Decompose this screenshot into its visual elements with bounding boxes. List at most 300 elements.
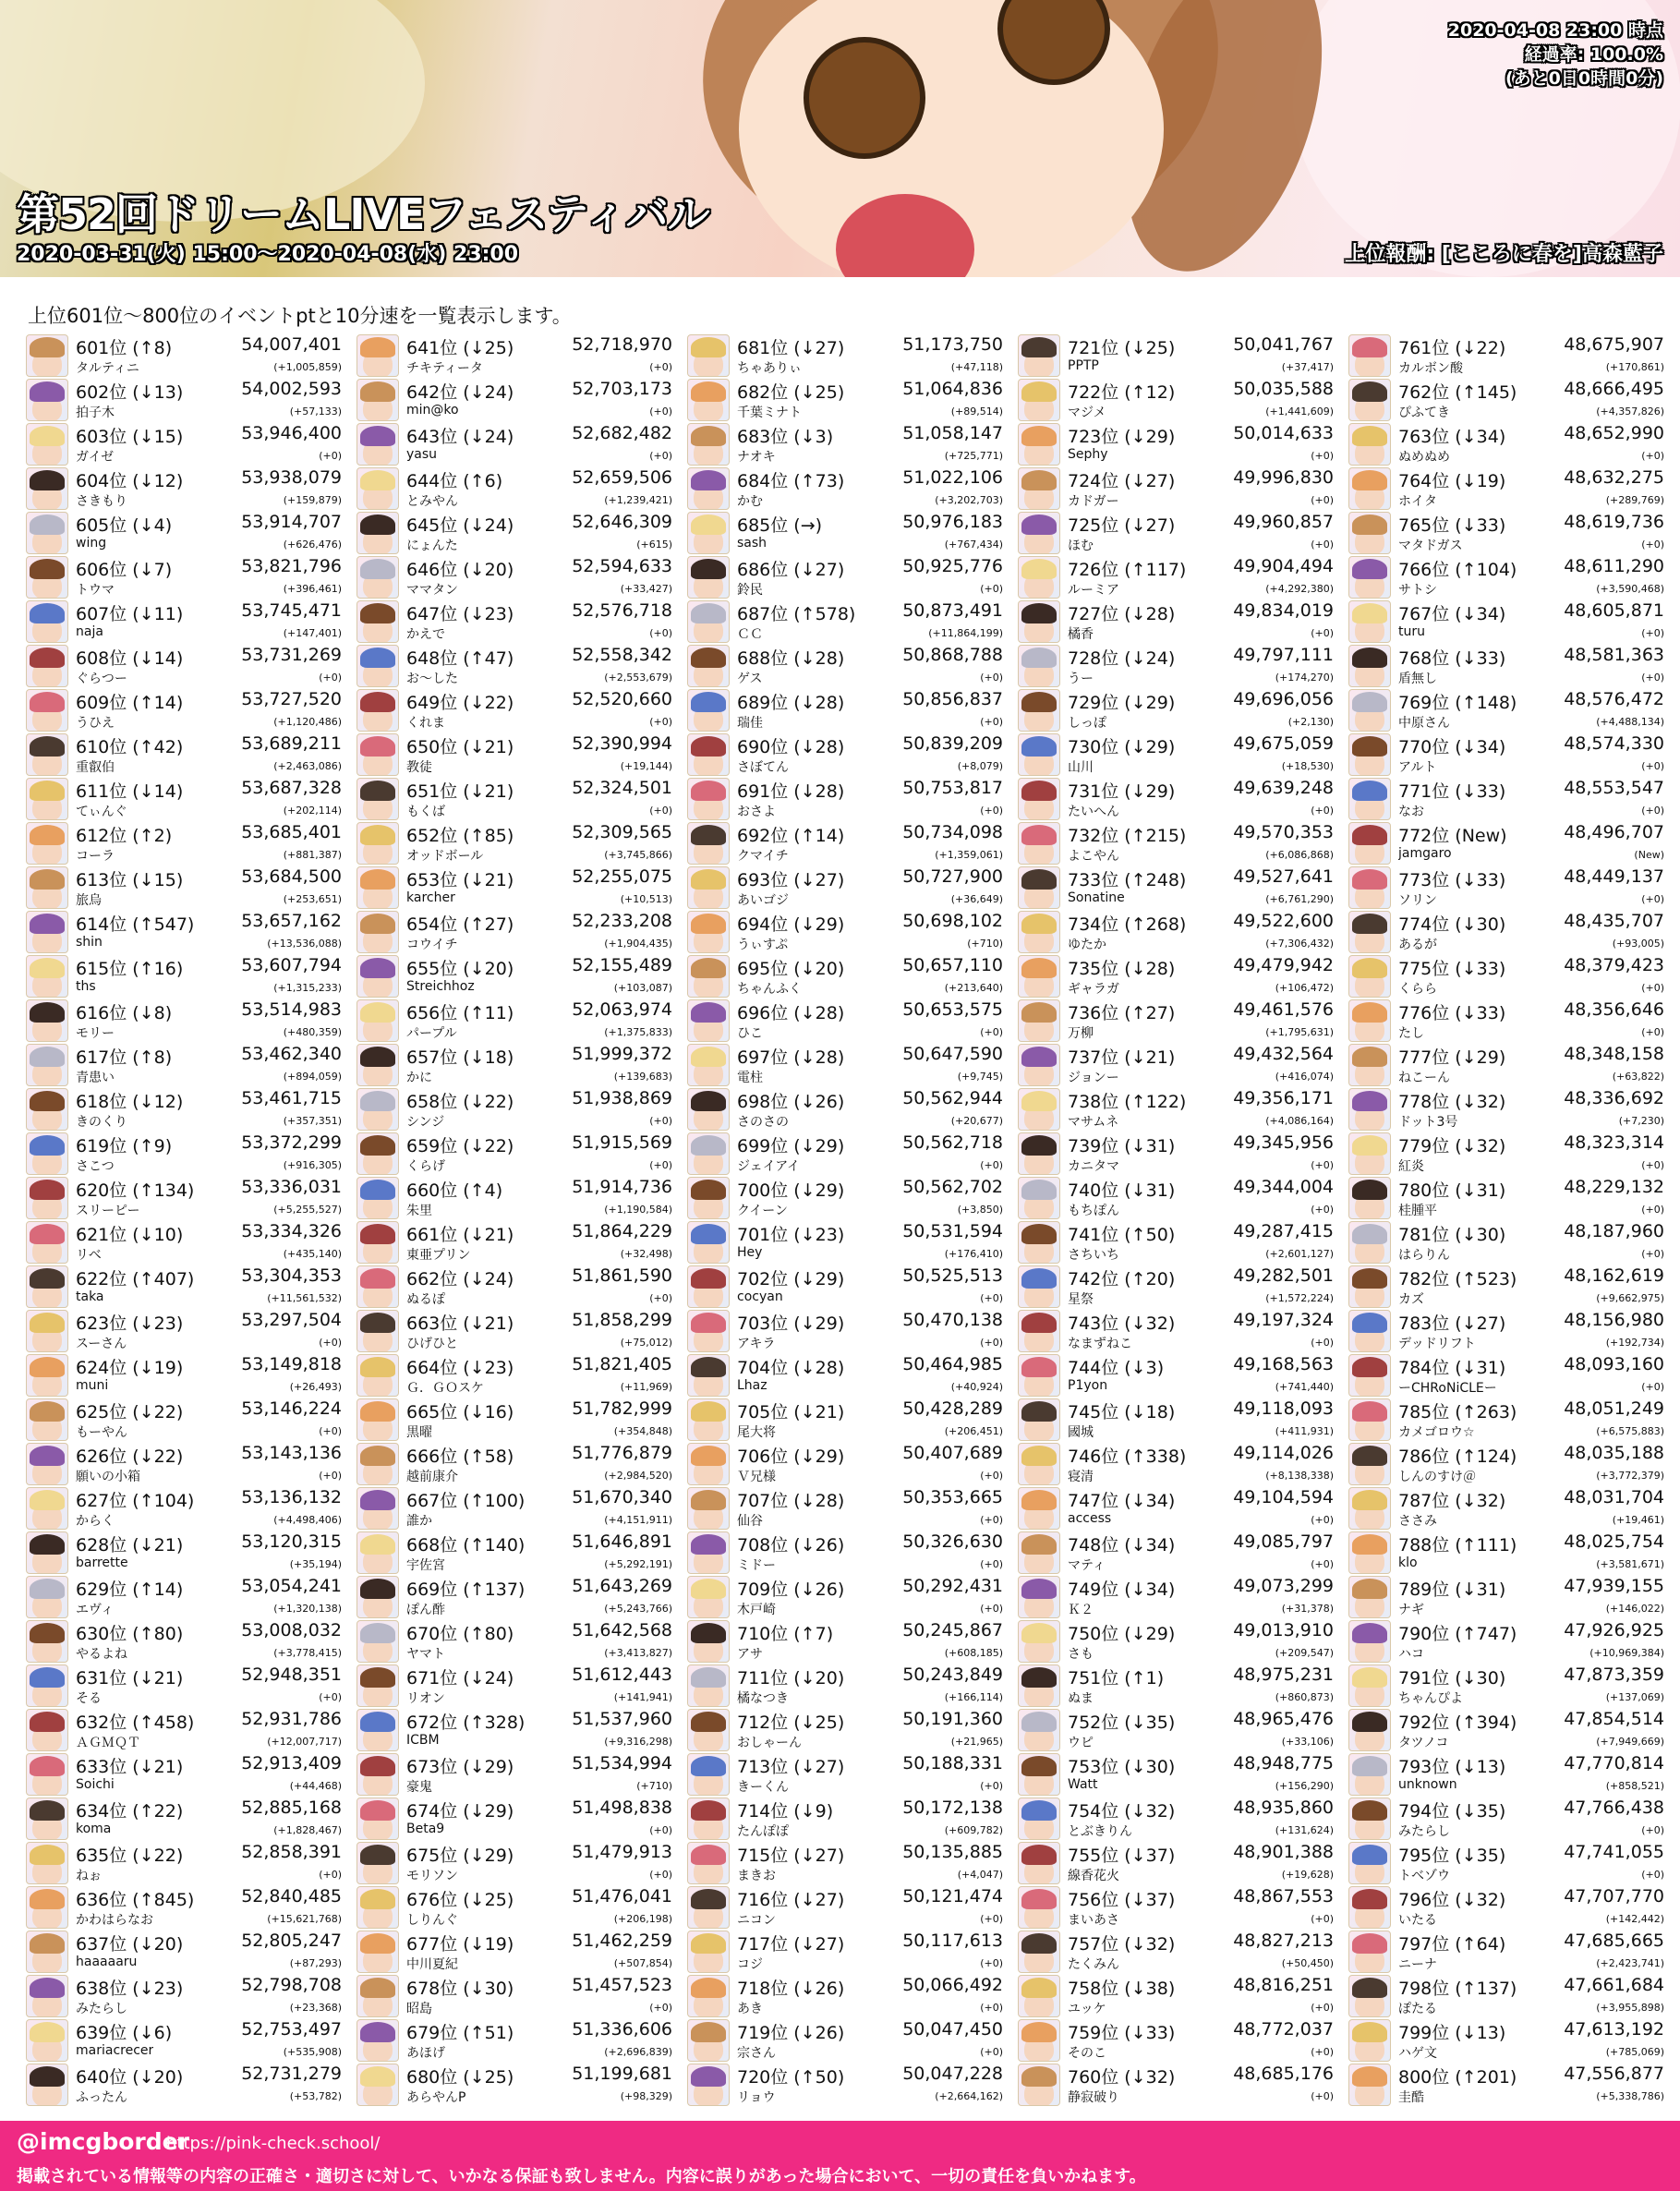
player-name: Ｖ兄様 (737, 1470, 776, 1484)
ten-min-delta: (+141,941) (613, 1691, 672, 1703)
ranking-entry (355, 1086, 676, 1131)
rank-label: 767位 (↓34) (1398, 604, 1506, 624)
ranking-entry (355, 909, 676, 953)
player-name: なお (1398, 805, 1424, 819)
rank-label: 634位 (↑22) (76, 1801, 184, 1822)
ranking-entry (685, 1219, 1007, 1264)
rank-label: 761位 (↓22) (1398, 338, 1506, 358)
avatar (1348, 645, 1391, 687)
rank-label: 770位 (↓34) (1398, 737, 1506, 757)
rank-label: 658位 (↓22) (406, 1092, 514, 1112)
ranking-grid (24, 333, 1677, 2108)
rank-label: 702位 (↓29) (737, 1269, 845, 1289)
ranking-entry (24, 2017, 345, 2062)
points-value: 51,199,681 (572, 2064, 672, 2084)
ranking-entry (24, 1175, 345, 1219)
ten-min-delta: (+5,255,527) (273, 1204, 342, 1216)
avatar (26, 1132, 68, 1175)
player-name: ねぉ (76, 1869, 102, 1883)
ten-min-delta: (+253,651) (283, 893, 342, 905)
avatar (357, 1842, 399, 1884)
player-name: 桂腫平 (1398, 1204, 1437, 1218)
points-value: 48,156,980 (1564, 1310, 1664, 1330)
ten-min-delta: (+0) (1641, 1381, 1664, 1393)
rank-label: 623位 (↓23) (76, 1313, 184, 1334)
ten-min-delta: (+19,628) (1281, 1869, 1334, 1881)
ten-min-delta: (+33,106) (1281, 1736, 1334, 1748)
points-value: 48,611,290 (1564, 556, 1664, 576)
points-value: 53,008,032 (241, 1620, 342, 1640)
avatar (1348, 1709, 1391, 1751)
ranking-entry (355, 1884, 676, 1929)
rank-label: 681位 (↓27) (737, 338, 845, 358)
rank-label: 729位 (↓29) (1068, 693, 1176, 713)
player-name: wing (76, 536, 107, 551)
avatar (687, 822, 730, 865)
rank-label: 778位 (↓32) (1398, 1092, 1506, 1112)
ten-min-delta: (+131,624) (1275, 1824, 1334, 1836)
rank-label: 739位 (↓31) (1068, 1136, 1176, 1156)
player-name: 万柳 (1068, 1026, 1094, 1041)
player-name: 宗さん (737, 2046, 776, 2061)
player-name: 紅炎 (1398, 1159, 1424, 1174)
player-name: ゆたか (1068, 938, 1106, 952)
rank-label: 788位 (↑111) (1398, 1535, 1517, 1555)
points-value: 49,114,026 (1233, 1443, 1334, 1463)
player-name: あき (737, 2002, 763, 2016)
avatar (1018, 512, 1060, 554)
player-name: まきお (737, 1869, 776, 1883)
avatar (687, 1487, 730, 1530)
player-name: jamgaro (1398, 846, 1452, 861)
points-value: 51,479,913 (572, 1842, 672, 1862)
ten-min-delta: (+2,601,127) (1265, 1248, 1334, 1260)
ranking-entry (24, 510, 345, 554)
ranking-entry (1347, 1397, 1668, 1441)
ten-min-delta: (+32,498) (620, 1248, 672, 1260)
ranking-entry (24, 1264, 345, 1308)
rank-label: 609位 (↑14) (76, 693, 184, 713)
points-value: 50,047,228 (902, 2064, 1003, 2084)
rank-label: 614位 (↑547) (76, 914, 195, 935)
site-url-link[interactable]: https://pink-check.school/ (166, 2134, 381, 2153)
ranking-entry (1016, 599, 1337, 643)
points-value: 50,353,665 (902, 1487, 1003, 1507)
ten-min-delta: (+0) (319, 1869, 342, 1881)
ranking-entry (1016, 2062, 1337, 2106)
ten-min-delta: (+10,513) (620, 893, 672, 905)
points-value: 50,117,613 (902, 1931, 1003, 1951)
player-name: Hey (737, 1245, 763, 1260)
ten-min-delta: (+139,683) (613, 1071, 672, 1083)
ranking-entry (685, 1485, 1007, 1530)
ranking-entry (24, 599, 345, 643)
ten-min-delta: (+0) (649, 2002, 672, 2014)
rank-label: 606位 (↓7) (76, 560, 173, 580)
rank-label: 768位 (↓33) (1398, 648, 1506, 669)
points-value: 53,731,269 (241, 645, 342, 665)
avatar (26, 556, 68, 599)
avatar (26, 1931, 68, 1973)
ranking-entry (355, 1397, 676, 1441)
ranking-entry (1347, 953, 1668, 998)
avatar (1018, 822, 1060, 865)
ranking-entry (355, 1929, 676, 1973)
avatar (687, 1576, 730, 1618)
player-name: 木戸崎 (737, 1603, 776, 1617)
ranking-entry (1016, 643, 1337, 687)
avatar (1348, 733, 1391, 776)
ranking-entry (1016, 554, 1337, 599)
rank-label: 621位 (↓10) (76, 1225, 184, 1245)
player-name: うひえ (76, 716, 115, 731)
ten-min-delta: (+202,114) (283, 805, 342, 817)
ranking-entry (1347, 687, 1668, 732)
rank-label: 687位 (↑578) (737, 604, 856, 624)
player-name: 拍子木 (76, 406, 115, 420)
ten-min-delta: (+0) (1311, 805, 1334, 817)
player-name: 盾無し (1398, 672, 1437, 686)
ten-min-delta: (+6,761,290) (1265, 893, 1334, 905)
points-value: 50,531,594 (902, 1221, 1003, 1241)
points-value: 49,570,353 (1233, 822, 1334, 842)
points-value: 53,685,401 (241, 822, 342, 842)
player-name: 星祭 (1068, 1292, 1094, 1307)
avatar (1348, 1310, 1391, 1352)
ranking-entry (685, 865, 1007, 909)
rank-label: 674位 (↓29) (406, 1801, 514, 1822)
avatar (1018, 600, 1060, 643)
rank-label: 719位 (↓26) (737, 2023, 845, 2043)
player-name: まいあさ (1068, 1913, 1119, 1928)
rank-label: 716位 (↓27) (737, 1890, 845, 1910)
ranking-entry (355, 466, 676, 510)
ranking-entry (685, 333, 1007, 377)
points-value: 52,576,718 (572, 600, 672, 621)
ten-min-delta: (+12,007,717) (267, 1736, 342, 1748)
ten-min-delta: (+159,879) (283, 494, 342, 506)
player-name: P1yon (1068, 1378, 1108, 1393)
avatar (1348, 1044, 1391, 1086)
player-name: ふったん (76, 2090, 127, 2105)
rank-label: 783位 (↓27) (1398, 1313, 1506, 1334)
player-name: ヤマト (406, 1647, 445, 1662)
ranking-entry (355, 1042, 676, 1086)
ranking-entry (355, 1574, 676, 1618)
avatar (687, 334, 730, 377)
ranking-entry (685, 1751, 1007, 1796)
points-value: 49,344,004 (1233, 1177, 1334, 1197)
rank-label: 736位 (↑27) (1068, 1003, 1176, 1023)
points-value: 51,864,229 (572, 1221, 672, 1241)
ranking-entry (1347, 998, 1668, 1042)
points-value: 52,753,497 (241, 2019, 342, 2040)
avatar (687, 1265, 730, 1308)
avatar (357, 379, 399, 421)
points-value: 48,031,704 (1564, 1487, 1664, 1507)
rank-label: 656位 (↑11) (406, 1003, 514, 1023)
ranking-column (1016, 333, 1337, 2108)
points-value: 47,766,438 (1564, 1798, 1664, 1818)
points-value: 48,553,547 (1564, 778, 1664, 798)
player-name: unknown (1398, 1777, 1457, 1792)
player-name: リベ (76, 1248, 102, 1263)
ten-min-delta: (+0) (980, 1558, 1003, 1570)
ranking-entry (685, 421, 1007, 466)
player-name: Lhaz (737, 1378, 767, 1393)
avatar (687, 600, 730, 643)
avatar (26, 999, 68, 1042)
avatar (1018, 1221, 1060, 1264)
ten-min-delta: (+156,290) (1275, 1780, 1334, 1792)
avatar (1348, 2019, 1391, 2062)
avatar (357, 1398, 399, 1441)
points-value: 52,931,786 (241, 1709, 342, 1729)
points-value: 52,948,351 (241, 1664, 342, 1685)
rank-label: 753位 (↓30) (1068, 1757, 1176, 1777)
points-value: 51,476,041 (572, 1886, 672, 1907)
rank-label: 709位 (↓26) (737, 1580, 845, 1600)
player-name: 教徒 (406, 760, 432, 775)
ranking-entry (1016, 510, 1337, 554)
rank-label: 774位 (↓30) (1398, 914, 1506, 935)
player-name: コーラ (76, 849, 115, 864)
player-name: コジ (737, 1957, 763, 1972)
ranking-entry (1347, 1973, 1668, 2017)
avatar (357, 423, 399, 466)
ten-min-delta: (+0) (980, 1470, 1003, 1482)
ranking-entry (24, 1751, 345, 1796)
ranking-entry (1347, 1219, 1668, 1264)
rank-label: 727位 (↓28) (1068, 604, 1176, 624)
ranking-entry (24, 1884, 345, 1929)
player-name: なまずねこ (1068, 1337, 1132, 1351)
player-name: カメゴロウ☆ (1398, 1425, 1475, 1440)
ranking-entry (1347, 1352, 1668, 1397)
points-value: 48,867,553 (1233, 1886, 1334, 1907)
ten-min-delta: (+2,130) (1287, 716, 1334, 728)
points-value: 53,461,715 (241, 1088, 342, 1108)
rank-label: 765位 (↓33) (1398, 515, 1506, 536)
rank-label: 772位 (New) (1398, 826, 1507, 846)
ten-min-delta: (+7,230) (1618, 1115, 1664, 1127)
ranking-entry (685, 953, 1007, 998)
rank-label: 611位 (↓14) (76, 781, 184, 802)
ten-min-delta: (+213,640) (944, 982, 1003, 994)
avatar (26, 1886, 68, 1929)
ten-min-delta: (+0) (1641, 805, 1664, 817)
avatar (26, 423, 68, 466)
rank-label: 775位 (↓33) (1398, 959, 1506, 979)
player-name: access (1068, 1511, 1112, 1526)
ten-min-delta: (+0) (319, 1425, 342, 1437)
ranking-entry (685, 1663, 1007, 1707)
rank-label: 717位 (↓27) (737, 1934, 845, 1955)
ten-min-delta: (+4,357,826) (1596, 406, 1664, 418)
ten-min-delta: (+710) (636, 1780, 672, 1792)
ranking-entry (355, 998, 676, 1042)
points-value: 48,229,132 (1564, 1177, 1664, 1197)
player-name: さこつ (76, 1159, 115, 1174)
player-name: ＣＣ (737, 627, 763, 642)
avatar (687, 467, 730, 510)
player-name: アキラ (737, 1337, 776, 1351)
ten-min-delta: (+0) (319, 1337, 342, 1349)
ranking-entry (685, 776, 1007, 820)
points-value: 53,727,520 (241, 689, 342, 709)
rank-label: 659位 (↓22) (406, 1136, 514, 1156)
points-value: 53,462,340 (241, 1044, 342, 1064)
ranking-entry (1016, 1707, 1337, 1751)
ranking-entry (24, 1840, 345, 1884)
points-value: 52,731,279 (241, 2064, 342, 2084)
player-name: リオン (406, 1691, 445, 1706)
rank-label: 625位 (↓22) (76, 1402, 184, 1422)
rank-label: 779位 (↓32) (1398, 1136, 1506, 1156)
ten-min-delta: (+2,553,679) (604, 672, 672, 684)
avatar (26, 379, 68, 421)
ten-min-delta: (+0) (1641, 450, 1664, 462)
ranking-entry (1016, 732, 1337, 776)
ten-min-delta: (+0) (980, 1026, 1003, 1038)
avatar (26, 1842, 68, 1884)
rank-label: 628位 (↓21) (76, 1535, 184, 1555)
player-name: モリー (76, 1026, 115, 1041)
ranking-entry (685, 1352, 1007, 1397)
points-value: 50,428,289 (902, 1398, 1003, 1419)
ten-min-delta: (+8,079) (957, 760, 1003, 772)
player-name: ギャラガ (1068, 982, 1119, 997)
ten-min-delta: (+31,378) (1281, 1603, 1334, 1615)
ten-min-delta: (+137,069) (1605, 1691, 1664, 1703)
avatar (687, 1443, 730, 1485)
avatar (1348, 911, 1391, 953)
rank-label: 663位 (↓21) (406, 1313, 514, 1334)
points-value: 53,143,136 (241, 1443, 342, 1463)
points-value: 48,675,907 (1564, 334, 1664, 355)
ten-min-delta: (+11,561,532) (267, 1292, 342, 1304)
rank-label: 612位 (↑2) (76, 826, 173, 846)
avatar (26, 1753, 68, 1796)
ten-min-delta: (+0) (980, 583, 1003, 595)
avatar (1018, 955, 1060, 998)
ten-min-delta: (+767,434) (944, 539, 1003, 551)
player-name: 山川 (1068, 760, 1094, 775)
ranking-entry (355, 732, 676, 776)
ten-min-delta: (+3,778,415) (273, 1647, 342, 1659)
points-value: 49,960,857 (1233, 512, 1334, 532)
avatar (26, 467, 68, 510)
rank-label: 630位 (↑80) (76, 1624, 184, 1644)
ranking-column (355, 333, 676, 2108)
points-value: 52,558,342 (572, 645, 672, 665)
twitter-handle[interactable]: @imcgborder (17, 2128, 189, 2155)
ten-min-delta: (+2,463,086) (273, 760, 342, 772)
ranking-entry (1347, 2062, 1668, 2106)
ten-min-delta: (+9,662,975) (1596, 1292, 1664, 1304)
rank-label: 637位 (↓20) (76, 1934, 184, 1955)
points-value: 49,104,594 (1233, 1487, 1334, 1507)
ten-min-delta: (+142,442) (1605, 1913, 1664, 1925)
ten-min-delta: (+166,114) (944, 1691, 1003, 1703)
avatar (357, 645, 399, 687)
ranking-entry (1347, 1929, 1668, 1973)
avatar (1348, 955, 1391, 998)
points-value: 49,168,563 (1233, 1354, 1334, 1374)
event-period: 2020-03-31(火) 15:00〜2020-04-08(水) 23:00 (17, 243, 519, 266)
ten-min-delta: (+0) (649, 805, 672, 817)
points-value: 50,839,209 (902, 733, 1003, 754)
ranking-entry (24, 1663, 345, 1707)
player-name: min@ko (406, 403, 459, 418)
avatar (687, 955, 730, 998)
rank-label: 696位 (↓28) (737, 1003, 845, 1023)
points-value: 48,965,476 (1233, 1709, 1334, 1729)
ranking-entry (1016, 333, 1337, 377)
player-name: 青患い (76, 1071, 115, 1085)
avatar (1348, 379, 1391, 421)
avatar (26, 1531, 68, 1574)
rank-label: 661位 (↓21) (406, 1225, 514, 1245)
ten-min-delta: (+4,488,134) (1596, 716, 1664, 728)
ranking-entry (355, 1796, 676, 1840)
ranking-entry (355, 554, 676, 599)
player-name: かむ (737, 494, 763, 509)
points-value: 51,064,836 (902, 379, 1003, 399)
ranking-entry (1347, 466, 1668, 510)
ranking-entry (685, 1131, 1007, 1175)
player-name: スーさん (76, 1337, 127, 1351)
rank-label: 725位 (↓27) (1068, 515, 1176, 536)
points-value: 50,066,492 (902, 1975, 1003, 1995)
points-value: 51,646,891 (572, 1531, 672, 1552)
avatar (687, 1886, 730, 1929)
player-name: カルボン酸 (1398, 361, 1463, 376)
ranking-entry (355, 1707, 676, 1751)
avatar (1348, 1664, 1391, 1707)
ten-min-delta: (+53,782) (289, 2090, 342, 2102)
player-name: パープル (406, 1026, 457, 1041)
rank-label: 653位 (↓21) (406, 870, 514, 890)
player-name: みたらし (76, 2002, 127, 2016)
avatar (357, 1354, 399, 1397)
points-value: 50,035,588 (1233, 379, 1334, 399)
player-name: たくみん (1068, 1957, 1119, 1972)
ten-min-delta: (+146,022) (1605, 1603, 1664, 1615)
player-name: いたる (1398, 1913, 1437, 1928)
ten-min-delta: (+0) (1311, 2090, 1334, 2102)
points-value: 50,753,817 (902, 778, 1003, 798)
avatar (26, 600, 68, 643)
ranking-entry (685, 1707, 1007, 1751)
avatar (1348, 2064, 1391, 2106)
player-name: タルティニ (76, 361, 139, 376)
avatar (26, 1177, 68, 1219)
rank-label: 673位 (↓29) (406, 1757, 514, 1777)
ten-min-delta: (+0) (649, 627, 672, 639)
player-name: カニタマ (1068, 1159, 1119, 1174)
rank-label: 781位 (↓30) (1398, 1225, 1506, 1245)
player-name: ハゲ文 (1398, 2046, 1437, 2061)
player-name: サトシ (1398, 583, 1437, 598)
player-name: koma (76, 1822, 112, 1836)
ranking-entry (685, 687, 1007, 732)
ten-min-delta: (+44,468) (289, 1780, 342, 1792)
points-value: 48,051,249 (1564, 1398, 1664, 1419)
avatar (357, 999, 399, 1042)
event-title: 第52回ドリームLIVEフェスティバル (17, 189, 709, 239)
ten-min-delta: (+0) (980, 1337, 1003, 1349)
